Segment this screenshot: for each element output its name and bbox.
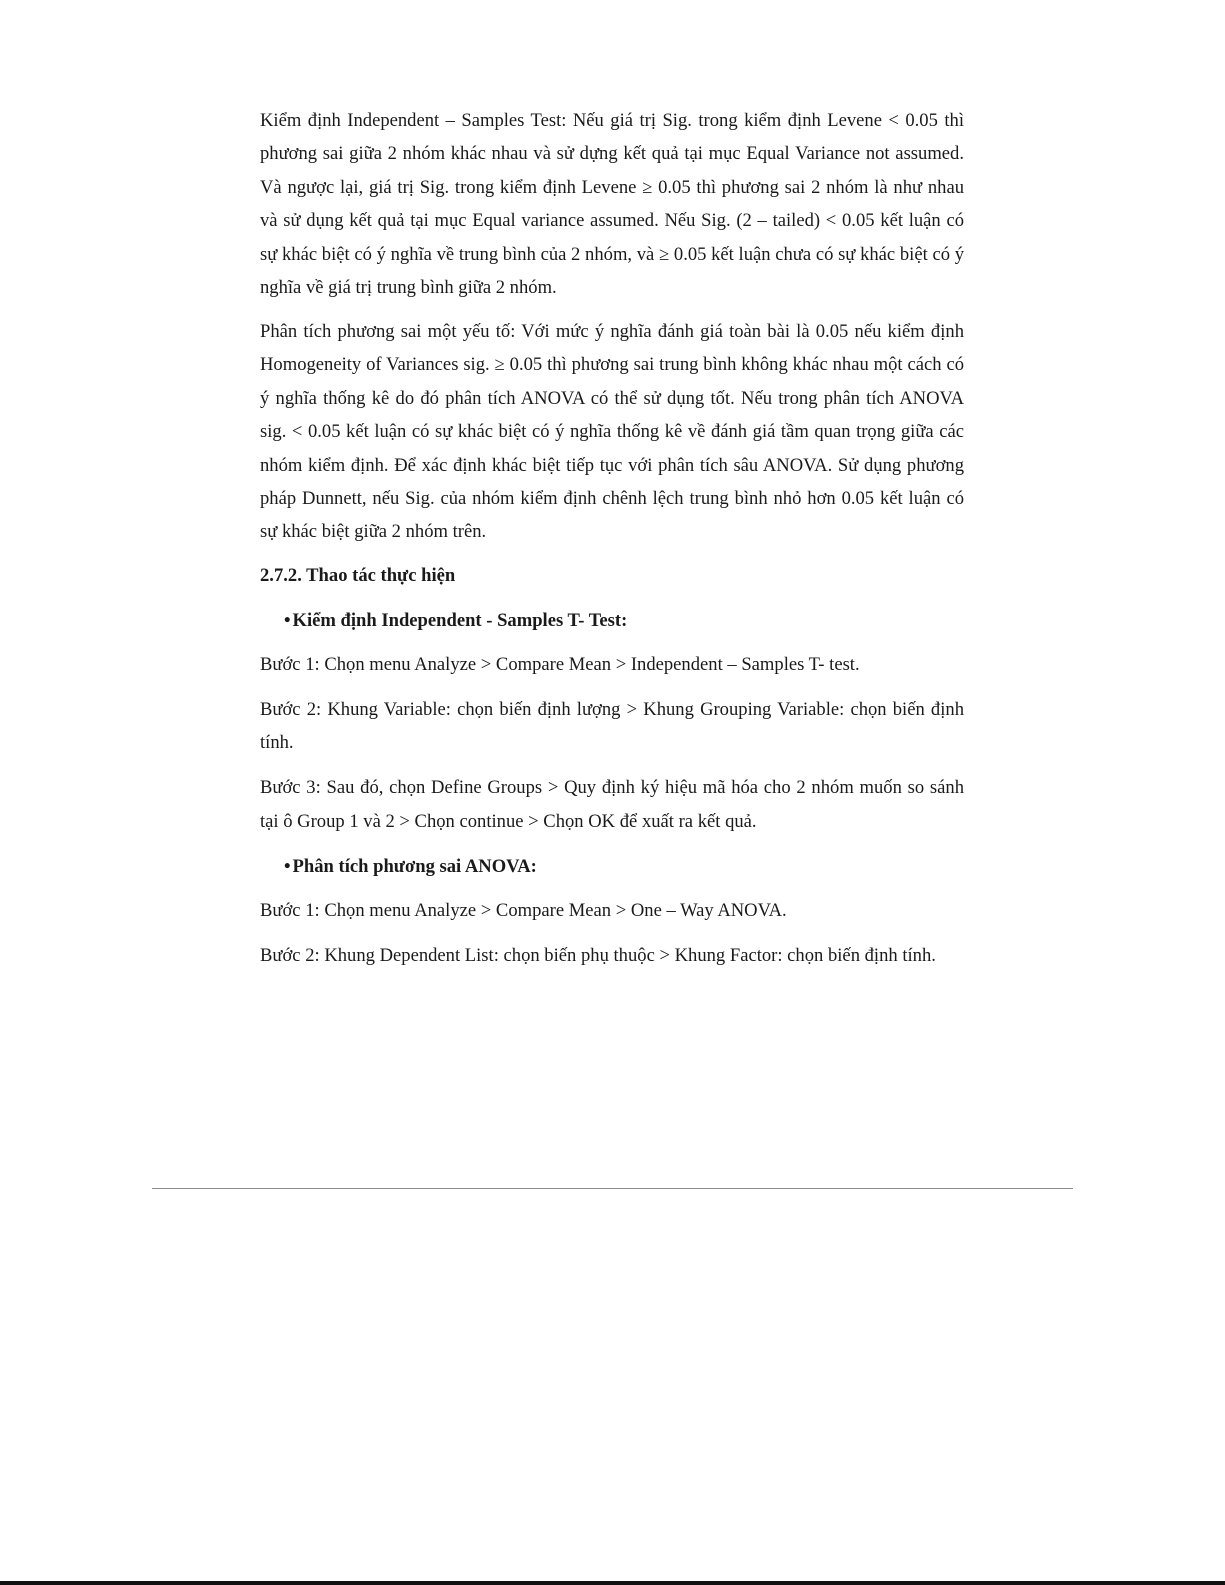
anova-step-2: Bước 2: Khung Dependent List: chọn biến phụ thuộc > Khung Factor: chọn biến định tính.: [260, 944, 936, 966]
footer-divider: [152, 1188, 1073, 1189]
bullet-anova-label: Phân tích phương sai ANOVA:: [292, 855, 537, 877]
anova-step-1: Bước 1: Chọn menu Analyze > Compare Mean > One – Way ANOVA.: [260, 900, 787, 922]
paragraph-one-way-anova: Phân tích phương sai một yếu tố: Với mức ý nghĩa đánh giá toàn bài là 0.05 nếu kiểm định Homogeneity of Variances sig. ≥ 0.05 thì phương sai trung bình không khác nhau một cách có ý nghĩa thống kê do đó phân tích ANOVA có thể sử dụng tốt. Nếu trong phân tích ANOVA sig. < 0.05 kết luận có sự khác biệt có ý nghĩa thống kê về đánh giá tầm quan trọng giữa các nhóm kiểm định. Để xác định khác biệt tiếp tục với phân tích sâu ANOVA. Sử dụng phương pháp Dunnett, nếu Sig. của nhóm kiểm định chênh lệch trung bình nhỏ hơn 0.05 kết luận có sự khác biệt giữa 2 nhóm trên.: [260, 320, 964, 543]
paragraph-independent-samples-test: Kiểm định Independent – Samples Test: Nếu giá trị Sig. trong kiểm định Levene < 0.05 thì phương sai giữa 2 nhóm khác nhau và sử dựng kết quả tại mục Equal Variance not assumed. Và ngược lại, giá trị Sig. trong kiểm định Levene ≥ 0.05 thì phương sai 2 nhóm là như nhau và sử dụng kết quả tại mục Equal variance assumed. Nếu Sig. (2 – tailed) < 0.05 kết luận có sự khác biệt có ý nghĩa về trung bình của 2 nhóm, và ≥ 0.05 kết luận chưa có sự khác biệt có ý nghĩa về giá trị trung bình giữa 2 nhóm.: [260, 110, 964, 299]
page-content: [260, 104, 964, 984]
section-heading: 2.7.2. Thao tác thực hiện: [260, 565, 456, 587]
ttest-step-1: Bước 1: Chọn menu Analyze > Compare Mean > Independent – Samples T- test.: [260, 654, 860, 676]
ttest-step-3: Bước 3: Sau đó, chọn Define Groups > Quy định ký hiệu mã hóa cho 2 nhóm muốn so sánh tại ô Group 1 và 2 > Chọn continue > Chọn OK để xuất ra kết quả.: [260, 777, 964, 832]
bullet-anova-title: [260, 850, 964, 883]
bullet-ttest-label: Kiểm định Independent - Samples T- Test:: [292, 609, 628, 631]
page-bottom-edge: [0, 1581, 1225, 1585]
bullet-icon: •: [284, 855, 291, 877]
bullet-icon: •: [284, 609, 291, 631]
ttest-step-2: Bước 2: Khung Variable: chọn biến định lượng > Khung Grouping Variable: chọn biến định tính.: [260, 699, 964, 754]
bullet-ttest-title: [260, 604, 964, 637]
